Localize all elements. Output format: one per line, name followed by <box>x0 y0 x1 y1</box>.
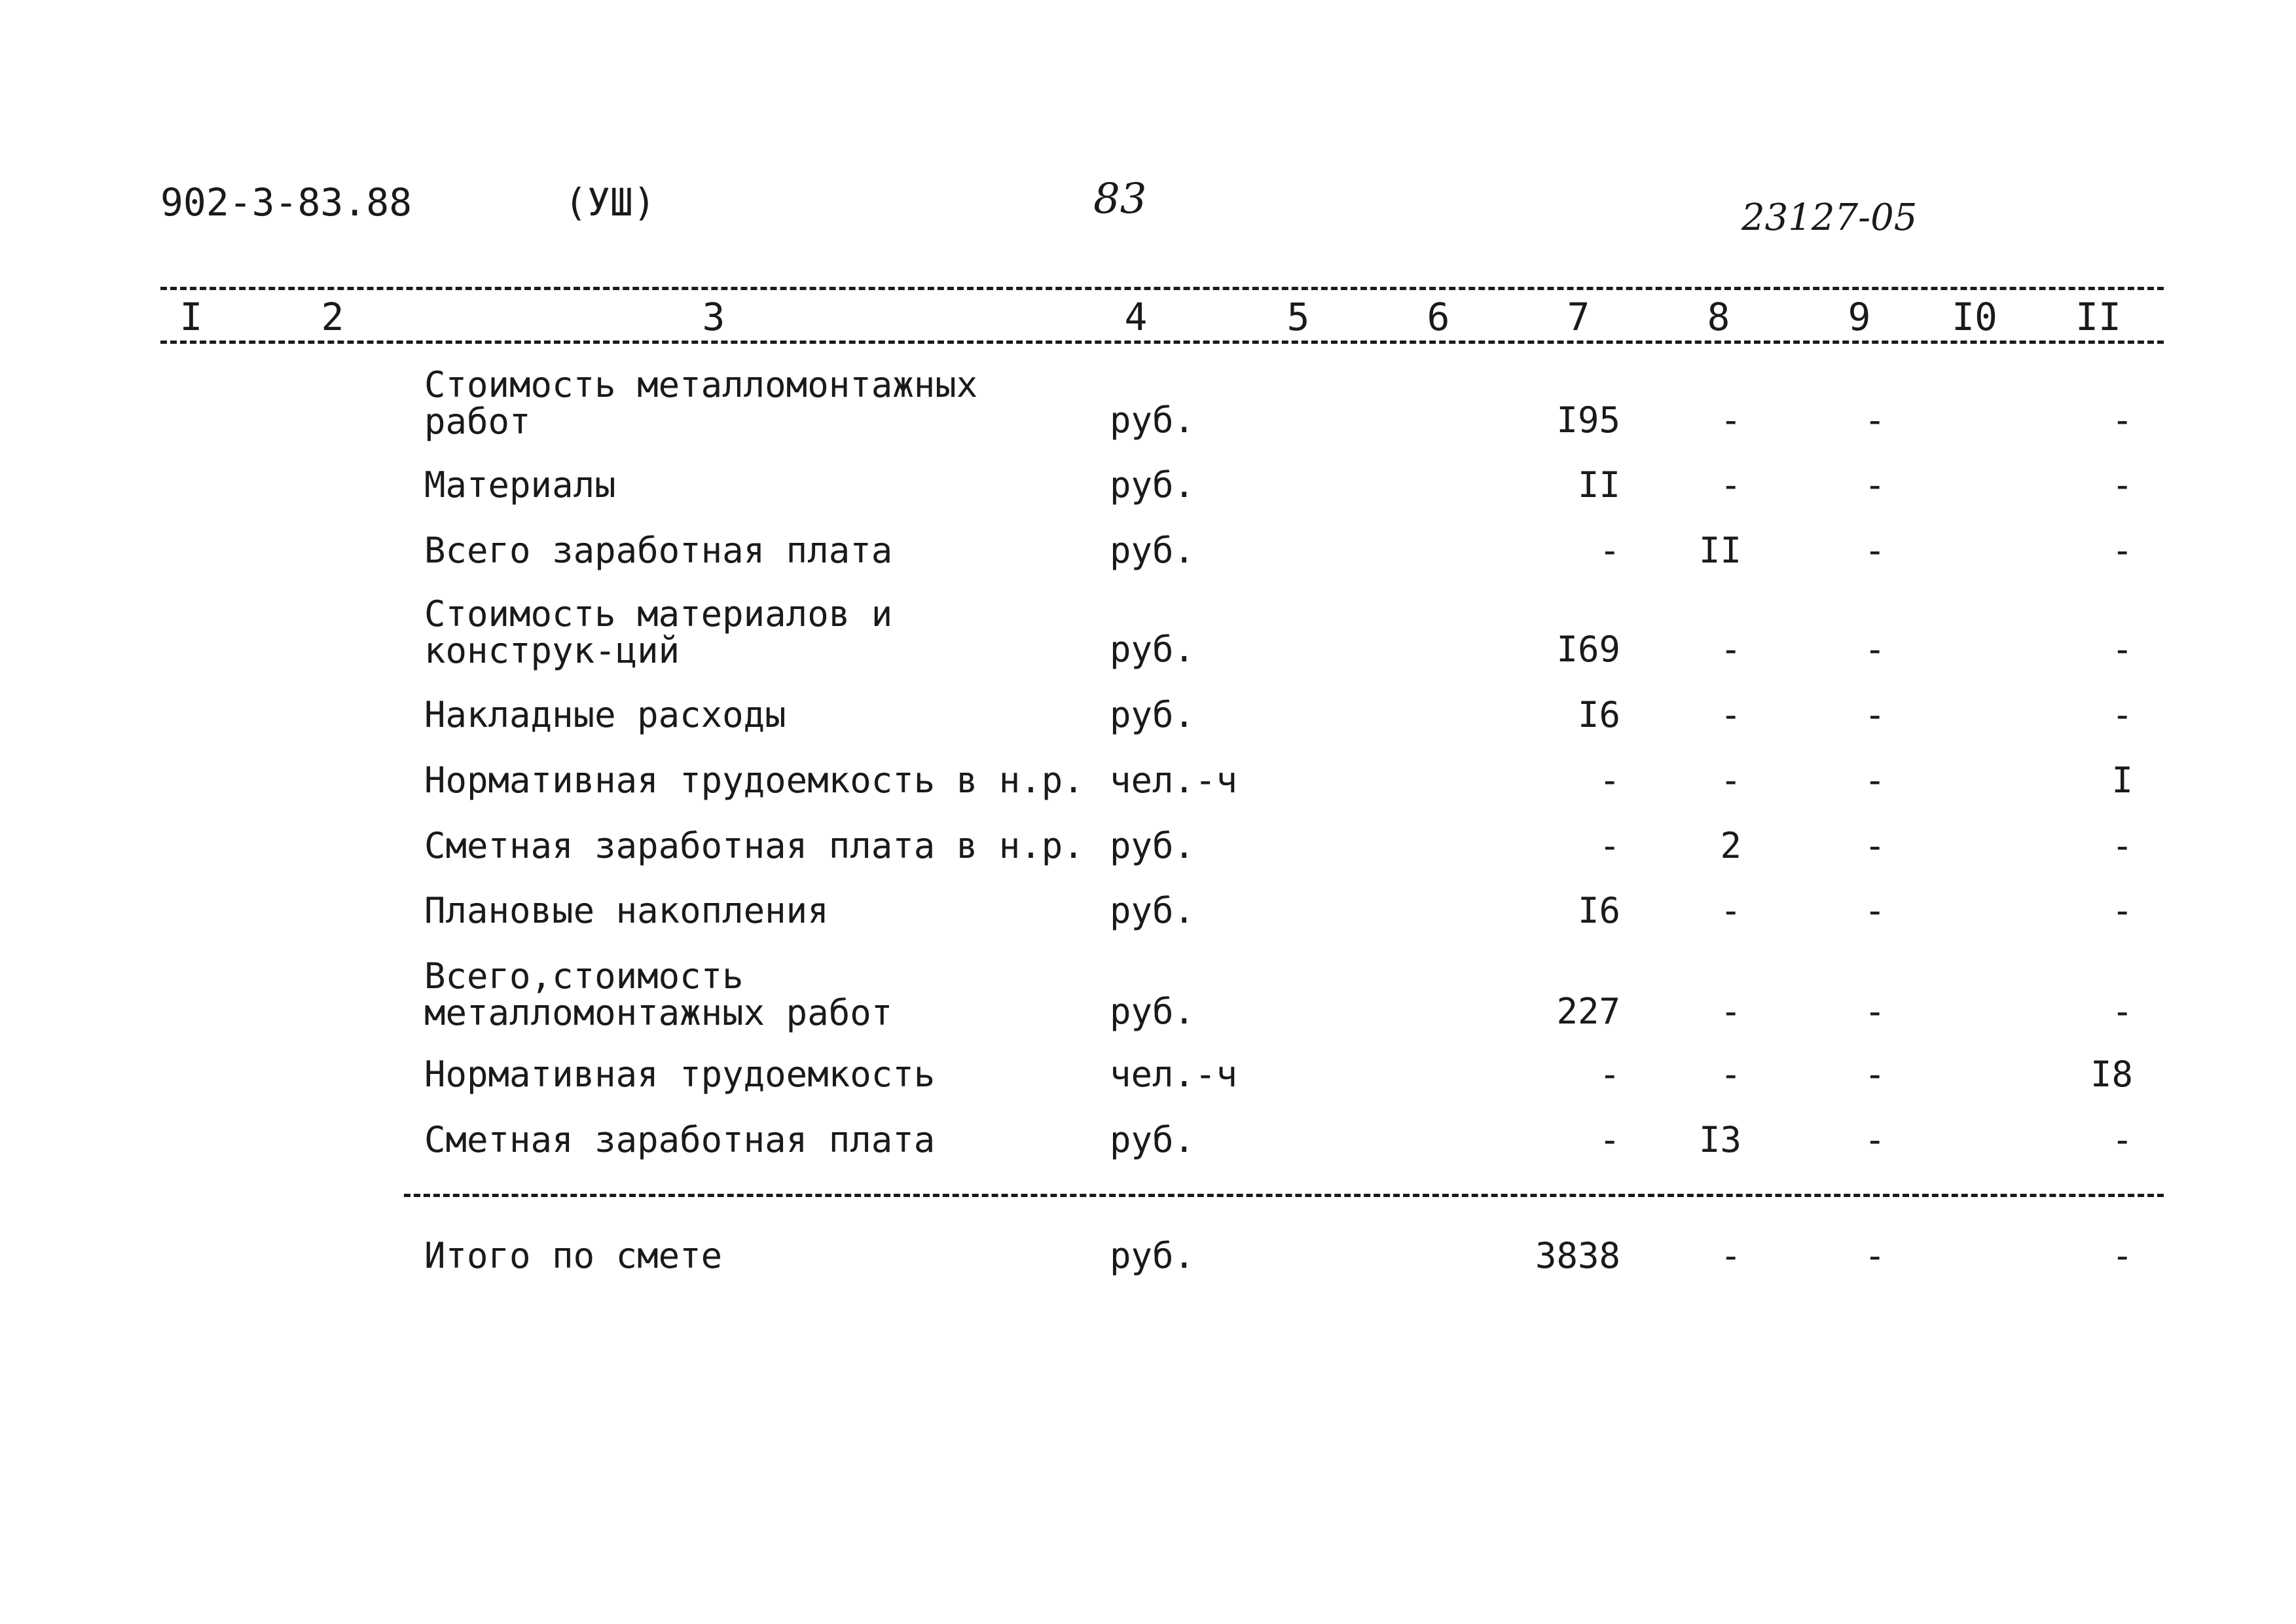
row-col8: - <box>1720 464 1741 506</box>
row-col9: - <box>1864 890 1886 931</box>
row-col11: - <box>2111 629 2133 670</box>
row-col7: I69 <box>1556 629 1620 670</box>
row-col7: - <box>1599 760 1620 801</box>
header-rule-bottom <box>160 341 2164 344</box>
total-col8: - <box>1720 1235 1741 1276</box>
column-number: 5 <box>1286 295 1310 339</box>
row-unit: руб. <box>1110 991 1195 1032</box>
row-col9: - <box>1864 1054 1886 1095</box>
row-col9: - <box>1864 760 1886 801</box>
row-unit: чел.-ч <box>1110 1054 1238 1095</box>
column-number: I0 <box>1952 295 1997 339</box>
total-col11: - <box>2111 1235 2133 1276</box>
row-col8: II <box>1698 530 1741 571</box>
row-name: Нормативная трудоемкость в н.р. <box>424 760 1084 801</box>
row-col8: - <box>1720 694 1741 735</box>
row-col8: - <box>1720 991 1741 1032</box>
total-rule <box>404 1194 2164 1197</box>
row-col7: I6 <box>1577 890 1620 931</box>
row-col9: - <box>1864 991 1886 1032</box>
row-col7: - <box>1599 1119 1620 1160</box>
row-col11: - <box>2111 825 2133 866</box>
row-name: Стоимость материалов и конструк-ций <box>424 593 893 671</box>
row-col11: - <box>2111 991 2133 1032</box>
column-number: 6 <box>1427 295 1450 339</box>
row-col8: I3 <box>1698 1119 1741 1160</box>
row-col11: I8 <box>2090 1054 2133 1095</box>
row-unit: руб. <box>1110 530 1195 571</box>
row-unit: руб. <box>1110 629 1195 670</box>
row-unit: руб. <box>1110 464 1195 506</box>
column-number: 8 <box>1707 295 1730 339</box>
total-col7: 3838 <box>1535 1235 1620 1276</box>
row-name: Сметная заработная плата <box>424 1119 936 1160</box>
column-number: 7 <box>1567 295 1590 339</box>
row-col9: - <box>1864 399 1886 441</box>
column-number: 4 <box>1124 295 1148 339</box>
row-col8: - <box>1720 890 1741 931</box>
page-number: 83 <box>1093 175 1147 223</box>
column-number: 9 <box>1848 295 1871 339</box>
row-col8: 2 <box>1720 825 1741 866</box>
row-col8: - <box>1720 1054 1741 1095</box>
row-col9: - <box>1864 464 1886 506</box>
row-col9: - <box>1864 530 1886 571</box>
row-name: Накладные расходы <box>424 694 786 735</box>
row-unit: руб. <box>1110 1119 1195 1160</box>
row-col9: - <box>1864 694 1886 735</box>
row-col9: - <box>1864 825 1886 866</box>
total-unit: руб. <box>1110 1235 1195 1276</box>
row-col7: II <box>1577 464 1620 506</box>
row-col11: - <box>2111 399 2133 441</box>
row-col7: I6 <box>1577 694 1620 735</box>
row-col8: - <box>1720 399 1741 441</box>
row-name: Материалы <box>424 464 616 506</box>
row-col7: - <box>1599 825 1620 866</box>
row-col8: - <box>1720 629 1741 670</box>
row-unit: чел.-ч <box>1110 760 1238 801</box>
total-col9: - <box>1864 1235 1886 1276</box>
row-name: Стоимость металломонтажных работ <box>424 364 978 442</box>
row-unit: руб. <box>1110 825 1195 866</box>
row-col8: - <box>1720 760 1741 801</box>
header-rule-top <box>160 287 2164 290</box>
row-col11: - <box>2111 1119 2133 1160</box>
row-col7: - <box>1599 1054 1620 1095</box>
section-label: (УШ) <box>564 180 656 225</box>
row-col11: - <box>2111 890 2133 931</box>
row-unit: руб. <box>1110 890 1195 931</box>
column-number: I <box>179 295 203 339</box>
column-number: II <box>2075 295 2121 339</box>
column-number: 3 <box>702 295 725 339</box>
row-col7: 227 <box>1556 991 1620 1032</box>
total-name: Итого по смете <box>424 1235 723 1276</box>
project-code: 902-3-83.88 <box>160 180 412 225</box>
row-unit: руб. <box>1110 694 1195 735</box>
doc-number: 23127-05 <box>1741 196 1918 239</box>
row-col9: - <box>1864 1119 1886 1160</box>
row-col7: - <box>1599 530 1620 571</box>
column-number: 2 <box>321 295 344 339</box>
row-unit: руб. <box>1110 399 1195 441</box>
row-col11: - <box>2111 464 2133 506</box>
row-name: Сметная заработная плата в н.р. <box>424 825 1084 866</box>
row-name: Нормативная трудоемкость <box>424 1054 936 1095</box>
row-col11: - <box>2111 694 2133 735</box>
row-col7: I95 <box>1556 399 1620 441</box>
row-col11: I <box>2111 760 2133 801</box>
row-col9: - <box>1864 629 1886 670</box>
row-name: Плановые накопления <box>424 890 829 931</box>
row-name: Всего заработная плата <box>424 530 893 571</box>
row-name: Всего,стоимость металломонтажных работ <box>424 955 893 1033</box>
row-col11: - <box>2111 530 2133 571</box>
